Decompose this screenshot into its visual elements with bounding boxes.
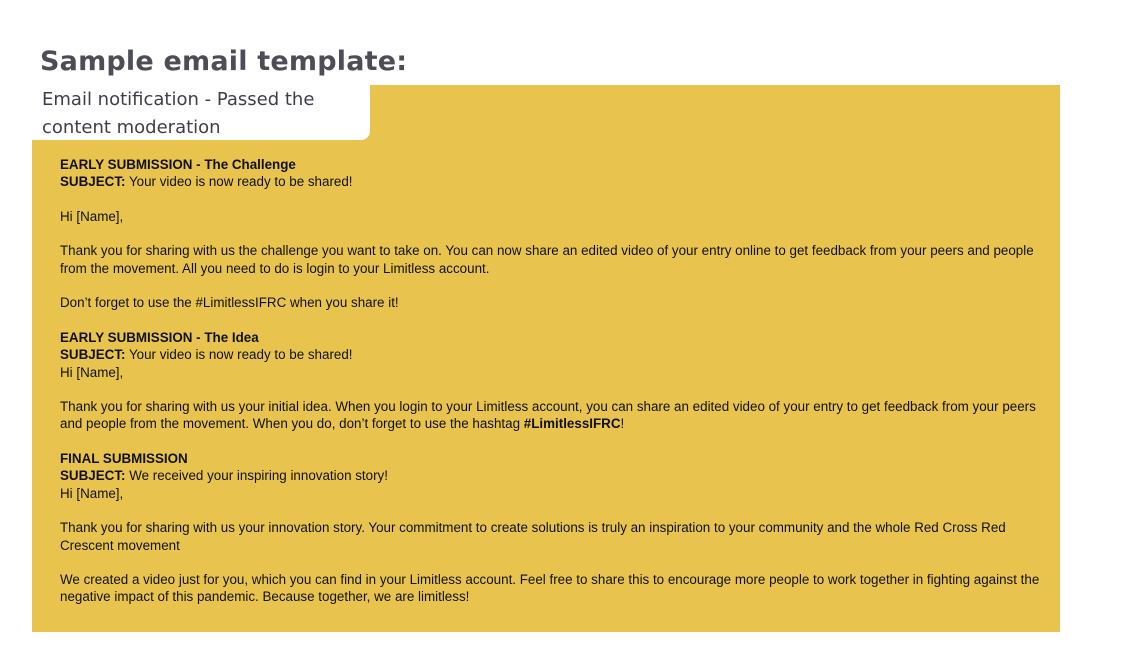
greeting: Hi [Name], — [60, 485, 124, 501]
template-type-line-1: Email notification - Passed the — [42, 89, 315, 110]
greeting: Hi [Name], — [60, 364, 124, 380]
body-paragraph: Thank you for sharing with us the challenge you want to take on. You can now share an edited video of your entry online to get feedback from your peers and people from the movement. All you need to do is login to your Limitless account. — [60, 243, 1034, 276]
spacer — [60, 381, 1040, 398]
template-type-line-2: content moderation — [42, 117, 221, 138]
subject-text: Your video is now ready to be shared! — [125, 347, 353, 363]
section-heading: FINAL SUBMISSION — [60, 451, 188, 467]
page-title: Sample email template: — [40, 46, 408, 78]
subject-text: Your video is now ready to be shared! — [125, 174, 353, 190]
spacer — [60, 502, 1040, 519]
spacer — [60, 191, 1040, 208]
body-paragraph — [60, 398, 1040, 433]
template-type-label — [32, 85, 370, 140]
body-text: Thank you for sharing with us your initial idea. When you login to your Limitless account, you can share an edited video of your entry to get feedback from your peers and people from the movement. When you do, don’t forget to use the hashtag — [60, 399, 1036, 432]
subject-label: SUBJECT: — [60, 174, 126, 190]
subject-label: SUBJECT: — [60, 468, 126, 484]
spacer — [60, 433, 1040, 450]
subject-line — [60, 173, 1040, 190]
email-template-content — [60, 156, 1040, 606]
body-text: ! — [620, 416, 625, 432]
body-paragraph: We created a video just for you, which you can find in your Limitless account. Feel free to share this to encourage more people to work together in fighting against the negative impact of this pandemic. Because together, we are limitless! — [60, 572, 1040, 605]
spacer — [60, 312, 1040, 329]
spacer — [60, 225, 1040, 242]
subject-label: SUBJECT: — [60, 347, 126, 363]
body-paragraph: Don’t forget to use the #LimitlessIFRC when you share it! — [60, 295, 399, 311]
subject-line — [60, 346, 1040, 363]
section-heading: EARLY SUBMISSION - The Idea — [60, 329, 259, 345]
greeting: Hi [Name], — [60, 208, 124, 224]
section-heading: EARLY SUBMISSION - The Challenge — [60, 157, 296, 172]
spacer — [60, 277, 1040, 294]
subject-line — [60, 467, 1040, 484]
hashtag: #LimitlessIFRC — [523, 416, 621, 432]
spacer — [60, 554, 1040, 571]
subject-text: We received your inspiring innovation story! — [125, 468, 388, 484]
body-paragraph: Thank you for sharing with us your innovation story. Your commitment to create solutions is truly an inspiration to your community and the whole Red Cross Red Crescent movement — [60, 520, 1006, 553]
